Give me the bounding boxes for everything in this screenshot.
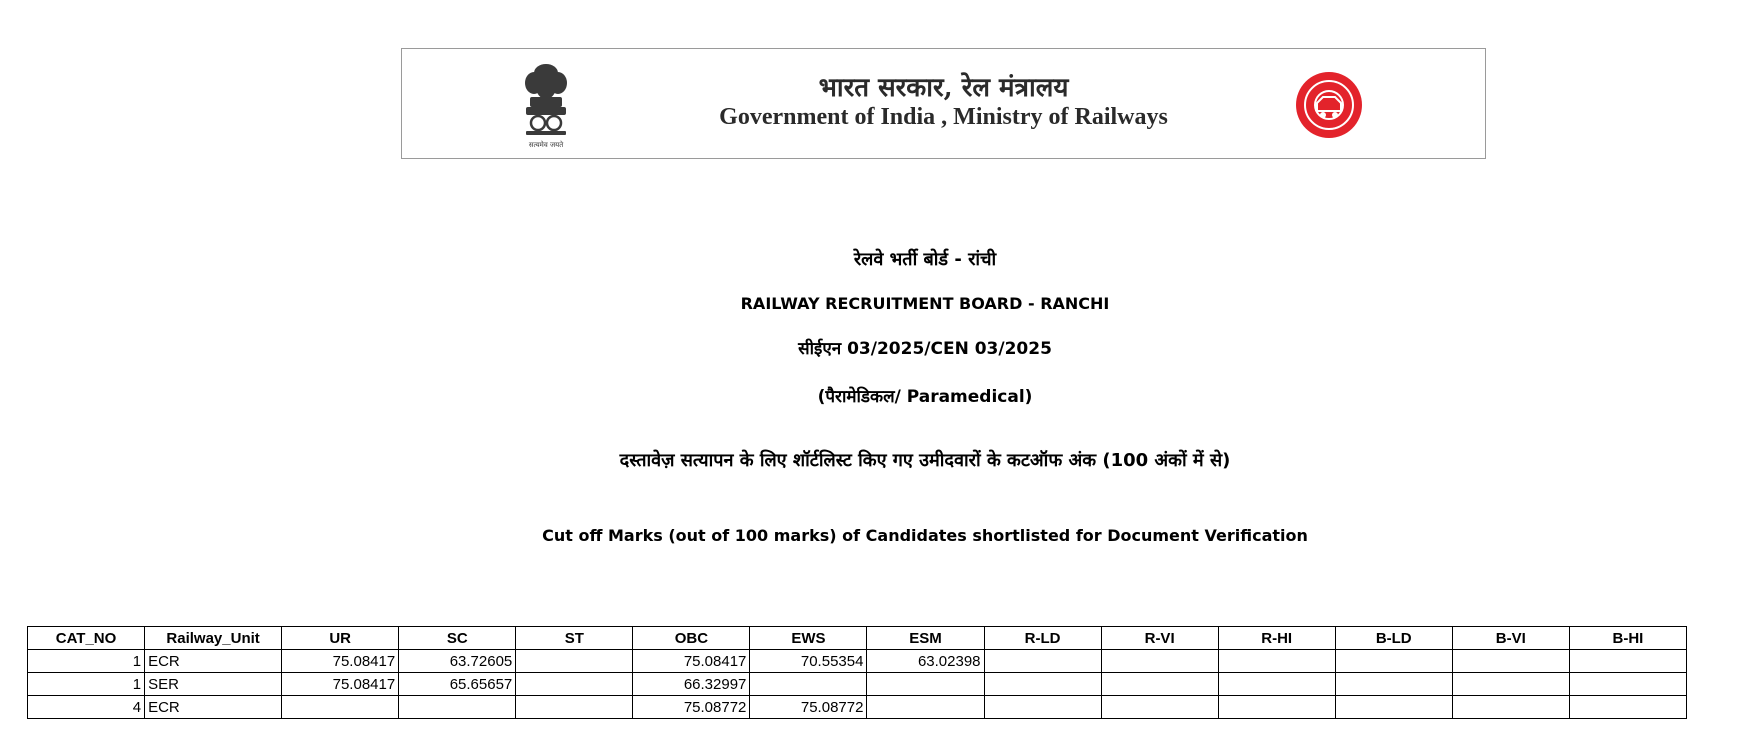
col-header-b-hi: B-HI	[1569, 627, 1686, 650]
cell-b-ld	[1335, 650, 1452, 673]
table-row	[28, 673, 1687, 696]
cell-r-ld	[984, 673, 1101, 696]
col-header-r-vi: R-VI	[1101, 627, 1218, 650]
cell-cat-no: 1	[28, 650, 145, 673]
col-header-sc: SC	[399, 627, 516, 650]
cell-r-ld	[984, 696, 1101, 719]
cell-ur	[282, 696, 399, 719]
cen-number: सीईएन 03/2025/CEN 03/2025	[798, 339, 1052, 359]
cell-esm: 63.02398	[867, 650, 984, 673]
cell-railway-unit: ECR	[145, 650, 282, 673]
banner-hindi-title: भारत सरकार, रेल मंत्रालय	[818, 73, 1069, 103]
cell-st	[516, 696, 633, 719]
cell-obc: 75.08417	[633, 650, 750, 673]
cell-r-vi	[1101, 696, 1218, 719]
cell-esm	[867, 673, 984, 696]
cutoff-marks-table	[27, 626, 1687, 719]
cell-railway-unit: SER	[145, 673, 282, 696]
cell-r-ld	[984, 650, 1101, 673]
post-category: (पैरामेडिकल/ Paramedical)	[817, 387, 1033, 407]
col-header-cat-no: CAT_NO	[28, 627, 145, 650]
banner-english-title: Government of India , Ministry of Railways	[719, 104, 1168, 130]
board-name-hindi: रेलवे भर्ती बोर्ड - रांची	[853, 249, 997, 270]
table-row	[28, 696, 1687, 719]
indian-railways-logo-icon	[1292, 71, 1366, 139]
cell-cat-no: 4	[28, 696, 145, 719]
cell-ews: 70.55354	[750, 650, 867, 673]
col-header-st: ST	[516, 627, 633, 650]
cell-sc	[399, 696, 516, 719]
cell-r-vi	[1101, 673, 1218, 696]
cell-st	[516, 650, 633, 673]
cell-esm	[867, 696, 984, 719]
cell-sc: 63.72605	[399, 650, 516, 673]
col-header-esm: ESM	[867, 627, 984, 650]
col-header-r-hi: R-HI	[1218, 627, 1335, 650]
cell-ur: 75.08417	[282, 650, 399, 673]
col-header-ews: EWS	[750, 627, 867, 650]
col-header-ur: UR	[282, 627, 399, 650]
cell-st	[516, 673, 633, 696]
cell-r-hi	[1218, 650, 1335, 673]
cell-cat-no: 1	[28, 673, 145, 696]
table-header-row	[28, 627, 1687, 650]
cell-r-vi	[1101, 650, 1218, 673]
cell-ews: 75.08772	[750, 696, 867, 719]
header-banner	[401, 48, 1486, 159]
cell-sc: 65.65657	[399, 673, 516, 696]
emblem-caption: सत्यमेव जयते	[528, 141, 564, 149]
cell-b-ld	[1335, 696, 1452, 719]
cell-ur: 75.08417	[282, 673, 399, 696]
cell-b-ld	[1335, 673, 1452, 696]
cell-r-hi	[1218, 696, 1335, 719]
cell-b-hi	[1569, 650, 1686, 673]
cell-b-vi	[1452, 650, 1569, 673]
col-header-railway-unit: Railway_Unit	[145, 627, 282, 650]
cell-b-vi	[1452, 673, 1569, 696]
subtitle-english: Cut off Marks (out of 100 marks) of Candidates shortlisted for Document Verification	[542, 526, 1308, 545]
cell-obc: 75.08772	[633, 696, 750, 719]
cell-ews	[750, 673, 867, 696]
table-row	[28, 650, 1687, 673]
cell-b-hi	[1569, 673, 1686, 696]
cell-b-vi	[1452, 696, 1569, 719]
col-header-b-vi: B-VI	[1452, 627, 1569, 650]
col-header-b-ld: B-LD	[1335, 627, 1452, 650]
cell-b-hi	[1569, 696, 1686, 719]
cell-r-hi	[1218, 673, 1335, 696]
cell-railway-unit: ECR	[145, 696, 282, 719]
subtitle-hindi: दस्तावेज़ सत्यापन के लिए शॉर्टलिस्ट किए गए उमीदवारों के कटऑफ अंक (100 अंकों में से)	[619, 450, 1231, 471]
col-header-r-ld: R-LD	[984, 627, 1101, 650]
col-header-obc: OBC	[633, 627, 750, 650]
board-name-english: RAILWAY RECRUITMENT BOARD - RANCHI	[740, 294, 1110, 313]
cell-obc: 66.32997	[633, 673, 750, 696]
